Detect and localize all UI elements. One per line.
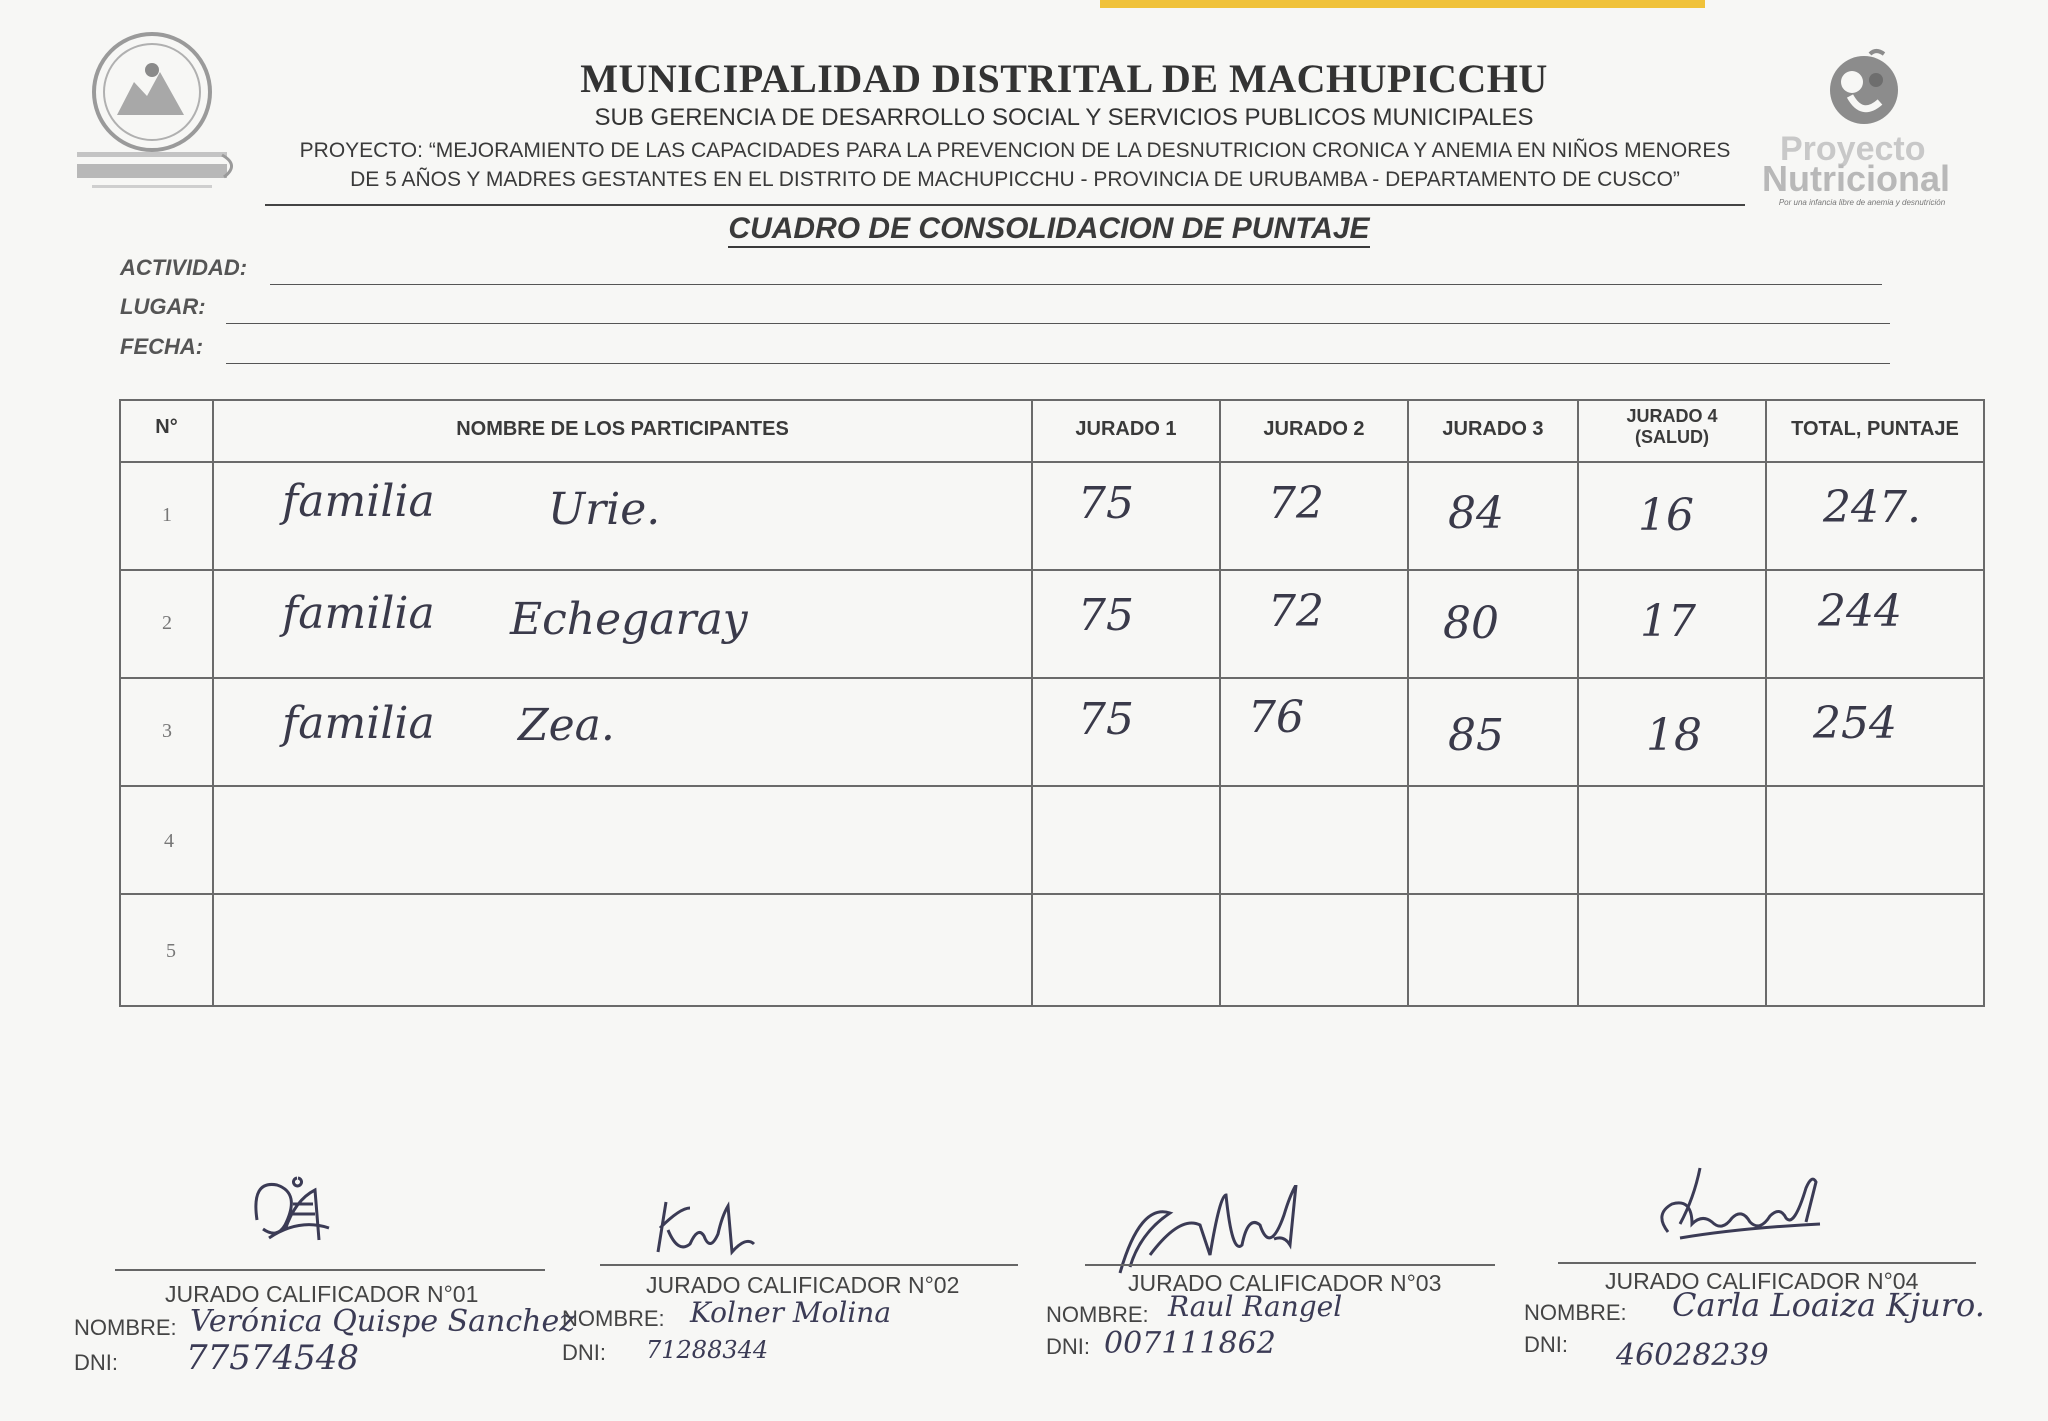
- score-jurado-4: 16: [1638, 490, 1694, 541]
- score-jurado-2: 76: [1248, 692, 1304, 743]
- judge-1-dni-label: DNI:: [74, 1350, 118, 1375]
- score-jurado-1: 75: [1078, 590, 1134, 641]
- logo-word-2: Nutricional: [1762, 158, 1951, 199]
- score-jurado-4: 18: [1646, 710, 1702, 761]
- proyecto-nutricional-logo: [1752, 48, 1972, 213]
- field-actividad-label: ACTIVIDAD:: [120, 255, 248, 280]
- judge-2-dni-label: DNI:: [562, 1340, 606, 1365]
- judge-3-label: JURADO CALIFICADOR N°03: [1128, 1270, 1442, 1296]
- judge-2-name: Kolner Molina: [690, 1296, 892, 1329]
- judge-2-dni: 71288344: [646, 1336, 769, 1364]
- judge-3-dni: 007111862: [1104, 1326, 1276, 1361]
- row-number: 4: [164, 830, 174, 852]
- row-number: 3: [162, 720, 172, 742]
- form-title: CUADRO DE CONSOLIDACION DE PUNTAJE: [0, 212, 2048, 246]
- participant-surname: Urie.: [548, 484, 661, 535]
- row-number: 5: [166, 940, 176, 962]
- participant-surname: Echegaray: [510, 594, 748, 645]
- judge-1-dni: 77574548: [186, 1338, 360, 1378]
- judge-4-name: Carla Loaiza Kjuro.: [1672, 1286, 1985, 1324]
- header-rule: [265, 204, 1745, 206]
- row-number: 1: [162, 504, 172, 526]
- signature-line-1[interactable]: [115, 1269, 545, 1271]
- judge-4-dni: 46028239: [1616, 1338, 1769, 1373]
- row-number: 2: [162, 612, 172, 634]
- judge-4-name-label: NOMBRE:: [1524, 1300, 1627, 1325]
- project-line-1: PROYECTO: “MEJORAMIENTO DE LAS CAPACIDADES PARA LA PREVENCION DE LA DESNUTRICION CRONICA Y ANEMIA EN NIÑOS MENORES: [299, 139, 1731, 162]
- judge-4-label: JURADO CALIFICADOR N°04: [1605, 1268, 1919, 1294]
- field-fecha-label: FECHA:: [120, 334, 204, 359]
- judge-4-dni-label: DNI:: [1524, 1332, 1568, 1357]
- signature-line-2[interactable]: [600, 1264, 1018, 1266]
- org-title: MUNICIPALIDAD DISTRITAL DE MACHUPICCHU: [580, 56, 1548, 101]
- project-description: [270, 136, 1760, 194]
- header-jurado-3: JURADO 3: [1442, 418, 1544, 440]
- score-jurado-1: 75: [1078, 694, 1134, 745]
- score-jurado-2: 72: [1268, 586, 1324, 637]
- participant-family-word: familia: [282, 698, 435, 749]
- header-jurado-4: JURADO 4 (SALUD): [1626, 406, 1718, 447]
- score-total: 254: [1813, 698, 1897, 749]
- score-jurado-3: 80: [1443, 598, 1499, 649]
- logo-tagline: Por una infancia libre de anemia y desnutrición: [1778, 198, 1946, 207]
- score-jurado-3: 85: [1448, 710, 1504, 761]
- judge-2-name-label: NOMBRE:: [562, 1306, 665, 1331]
- score-jurado-2: 72: [1268, 478, 1324, 529]
- field-lugar-line[interactable]: [226, 323, 1890, 324]
- score-jurado-1: 75: [1078, 478, 1134, 529]
- judge-3-dni-label: DNI:: [1046, 1334, 1090, 1359]
- field-lugar-label: LUGAR:: [120, 294, 206, 319]
- score-table: [118, 398, 1988, 1010]
- sub-title: SUB GERENCIA DE DESARROLLO SOCIAL Y SERVICIOS PUBLICOS MUNICIPALES: [594, 104, 1534, 131]
- score-total: 247.: [1823, 482, 1921, 533]
- header-jurado-1: JURADO 1: [1075, 418, 1177, 440]
- header-name: NOMBRE DE LOS PARTICIPANTES: [456, 418, 789, 440]
- judge-1-label: JURADO CALIFICADOR N°01: [165, 1281, 479, 1307]
- header-total: TOTAL, PUNTAJE: [1791, 418, 1959, 440]
- signature-jurado-2: [650, 1190, 760, 1275]
- header-jurado-2: JURADO 2: [1263, 418, 1365, 440]
- score-total: 244: [1818, 586, 1902, 637]
- score-jurado-3: 84: [1448, 488, 1504, 539]
- participant-surname: Zea.: [518, 700, 615, 751]
- signature-jurado-1: [245, 1160, 355, 1275]
- top-accent-strip: [1100, 0, 1705, 8]
- field-fecha-line[interactable]: [226, 363, 1890, 364]
- judge-2-label: JURADO CALIFICADOR N°02: [646, 1272, 960, 1298]
- signature-jurado-4: [1640, 1160, 1840, 1265]
- field-actividad-line[interactable]: [270, 284, 1882, 285]
- header-num: N°: [155, 416, 178, 438]
- score-jurado-4: 17: [1640, 596, 1696, 647]
- participant-family-word: familia: [282, 476, 435, 527]
- logo-word-1: Proyecto: [1780, 130, 1926, 168]
- judge-1-name-label: NOMBRE:: [74, 1315, 177, 1340]
- signature-line-4[interactable]: [1558, 1262, 1976, 1264]
- participant-family-word: familia: [282, 588, 435, 639]
- judge-1-name: Verónica Quispe Sanchez: [190, 1304, 576, 1339]
- judge-3-name: Raul Rangel: [1168, 1290, 1343, 1323]
- project-label: PROYECTO:: [299, 139, 423, 162]
- signature-line-3[interactable]: [1085, 1264, 1495, 1266]
- judge-3-name-label: NOMBRE:: [1046, 1302, 1149, 1327]
- project-line-2: DE 5 AÑOS Y MADRES GESTANTES EN EL DISTRITO DE MACHUPICCHU - PROVINCIA DE URUBAMBA - DEPARTAMENTO DE CUSCO”: [350, 168, 1680, 191]
